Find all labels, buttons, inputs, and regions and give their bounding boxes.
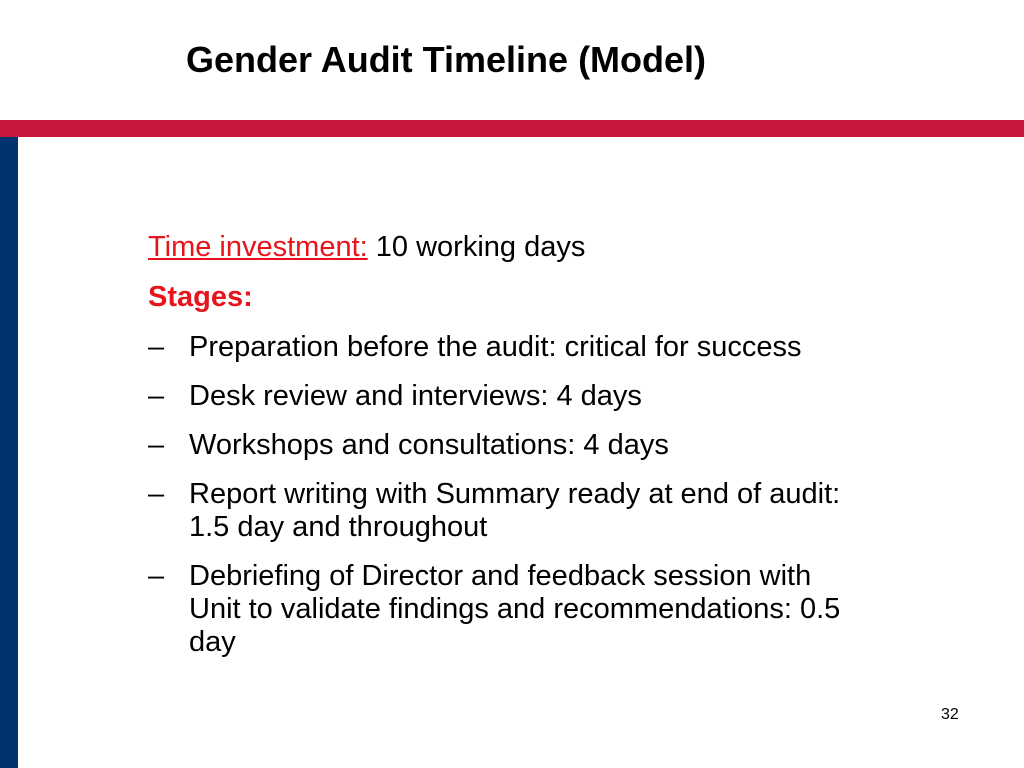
stage-text: Desk review and interviews: 4 days: [189, 380, 642, 412]
slide-body: [148, 230, 938, 675]
time-investment-label: Time investment:: [148, 231, 368, 263]
stage-text: Preparation before the audit: critical for success: [189, 331, 802, 363]
stage-text: Workshops and consultations: 4 days: [189, 429, 669, 461]
slide-title: Gender Audit Timeline (Model): [186, 39, 707, 80]
header-divider-bar: [0, 120, 1024, 137]
stage-item: [148, 331, 938, 364]
time-investment-value: 10 working days: [367, 231, 586, 263]
stage-dash: –: [148, 560, 165, 592]
stage-item: [148, 560, 938, 659]
stage-item: [148, 429, 938, 462]
time-investment-line: [148, 230, 938, 264]
stage-dash: –: [148, 331, 165, 363]
stages-heading: Stages:: [148, 281, 253, 313]
stage-text: Debriefing of Director and feedback session with Unit to validate findings and recommendations: 0.5 day: [189, 560, 841, 658]
page-number: 32: [941, 706, 959, 723]
stage-dash: –: [148, 380, 165, 412]
left-sidebar-bar: [0, 137, 18, 768]
stage-text: Report writing with Summary ready at end of audit: 1.5 day and throughout: [189, 478, 841, 543]
stage-item: [148, 478, 938, 544]
stage-dash: –: [148, 429, 165, 461]
stage-item: [148, 380, 938, 413]
stage-dash: –: [148, 478, 165, 510]
